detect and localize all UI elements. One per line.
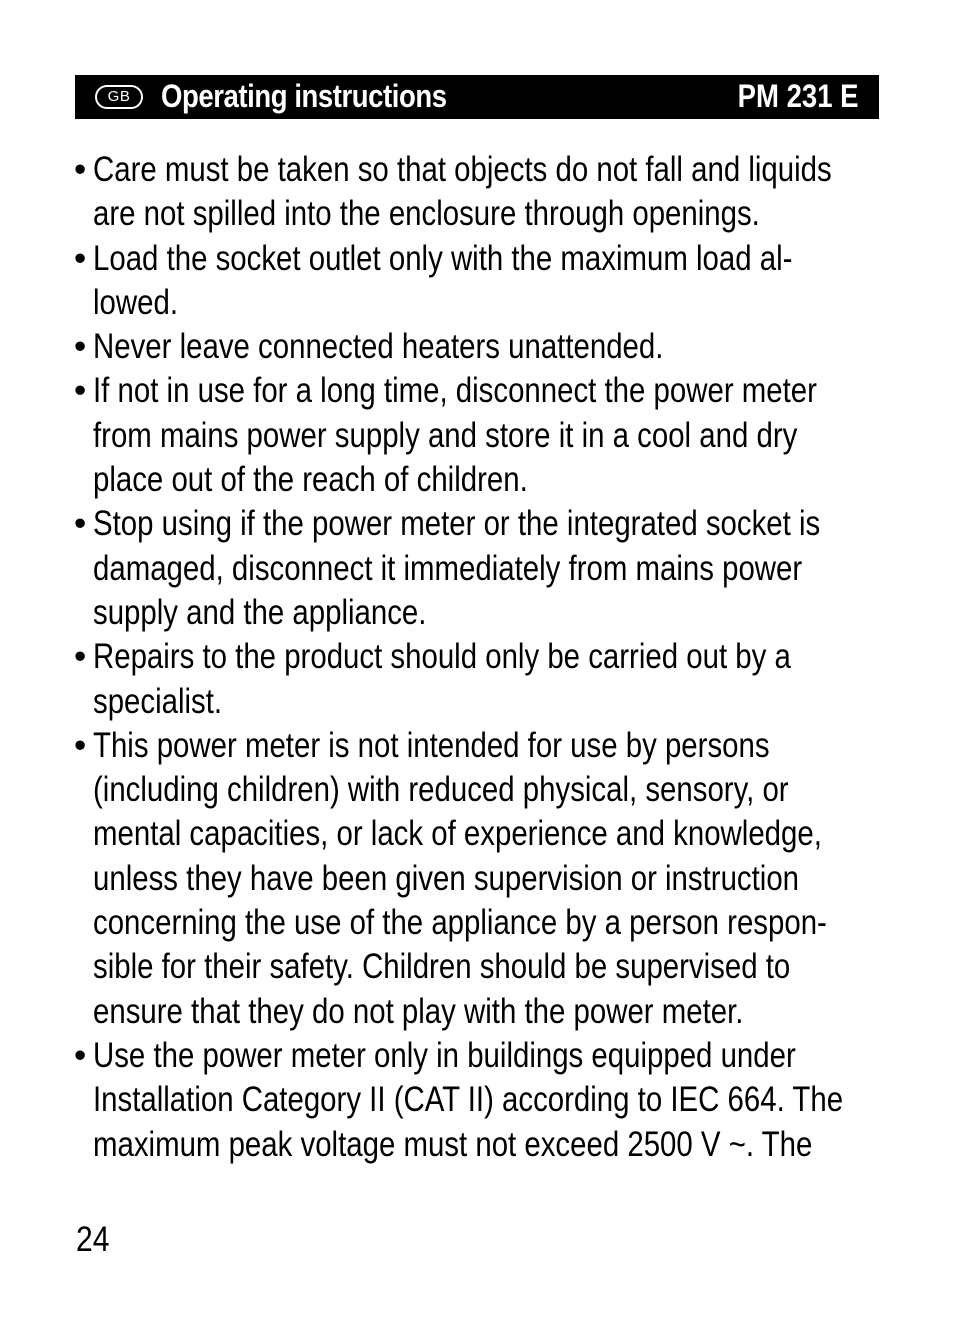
bullet-icon: •: [74, 150, 87, 189]
bullet-icon: •: [74, 238, 87, 278]
header-bar: [75, 75, 879, 119]
list-item-text: Load the socket outlet only with the maximum load al- lowed.: [93, 238, 793, 322]
model-number: PM 231 E: [738, 78, 859, 114]
list-item: [74, 1034, 894, 1167]
bullet-icon: •: [74, 327, 87, 367]
list-item-text: If not in use for a long time, disconnect the power meter from mains power supply and store it in a cool and dry place out of the reach of children.: [93, 371, 817, 500]
bullet-icon: •: [74, 371, 87, 411]
list-item-text: Repairs to the product should only be carried out by a specialist.: [93, 637, 791, 721]
list-item-text: Care must be taken so that objects do not fall and liquids are not spilled into the enclosure through openings.: [93, 150, 832, 234]
list-item-text: This power meter is not intended for use by persons (including children) with reduced physical, sensory, or mental capacities, or lack of experience and knowledge, unless they have been given supervision or instruction concerning the use of the appliance by a person respon- sible for their safety. Children should be supervised to ensure that they do not play with the power meter.: [93, 725, 827, 1031]
list-item: [74, 724, 894, 1034]
list-item: [74, 369, 894, 502]
main-content: [74, 148, 894, 1167]
language-badge: GB: [95, 85, 143, 109]
bullet-icon: •: [74, 1035, 87, 1075]
list-item-text: Use the power meter only in buildings equipped under Installation Category II (CAT II) according to IEC 664. The maximum peak voltage must not exceed 2500 V ~. The: [93, 1035, 844, 1164]
list-item: [74, 237, 894, 326]
list-item: [74, 635, 894, 724]
list-item: [74, 502, 894, 635]
page-title: Operating instructions: [161, 78, 447, 114]
safety-instructions-list: [74, 148, 894, 1167]
list-item: [74, 325, 894, 369]
list-item: [74, 148, 894, 237]
bullet-icon: •: [74, 504, 87, 544]
list-item-text: Never leave connected heaters unattended.: [93, 327, 664, 367]
bullet-icon: •: [74, 637, 87, 677]
bullet-icon: •: [74, 725, 87, 765]
page-number: 24: [76, 1220, 110, 1259]
list-item-text: Stop using if the power meter or the integrated socket is damaged, disconnect it immediately from mains power supply and the appliance.: [93, 504, 821, 632]
